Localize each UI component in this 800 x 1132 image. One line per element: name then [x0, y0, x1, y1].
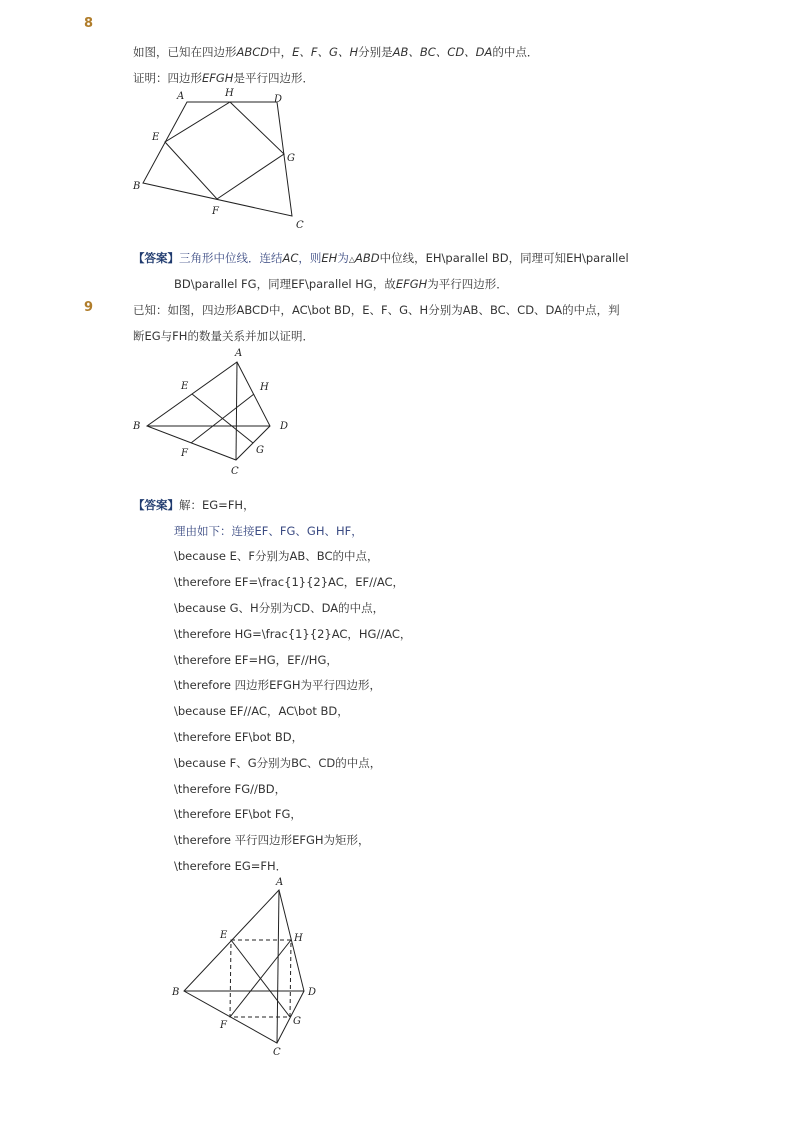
- q9s-label-b: B: [172, 987, 180, 998]
- q9s-quadrilateral-abcd: [184, 890, 304, 1043]
- q8-l2-c: 是平行四边形．: [233, 71, 314, 85]
- q9s-diagonal-ac: [277, 890, 279, 1043]
- q8-l2-b: EFGH: [202, 71, 234, 85]
- q8-l1-c: 中，: [269, 45, 293, 59]
- q9s-label-f: F: [220, 1020, 227, 1031]
- q9-label-h: H: [260, 382, 269, 393]
- q9s-label-c: C: [273, 1047, 281, 1058]
- q9s-label-e: E: [220, 930, 228, 941]
- q8-l2-a: 证明：四边形: [133, 71, 202, 85]
- q8-a1-c: ，则: [298, 251, 322, 265]
- q9-step-3: \because G、H分别为CD、DA的中点，: [174, 601, 385, 615]
- q8-l1-g: 的中点．: [492, 45, 539, 59]
- q9s-label-h: H: [294, 933, 303, 944]
- q9-step-5: \therefore EF=HG，EF//HG，: [174, 653, 338, 667]
- q9-label-f: F: [181, 448, 188, 459]
- q8-a1-f: △: [348, 255, 355, 264]
- q8-l1-d: E、F、G、H: [292, 45, 359, 59]
- q8-l1-f: AB、BC、CD、DA: [392, 45, 493, 59]
- q9-step-2: \therefore EF=\frac{1}{2}AC，EF//AC，: [174, 575, 405, 589]
- q9-label-b: B: [133, 421, 141, 432]
- q9-step-10: \therefore FG//BD，: [174, 782, 287, 796]
- q8-a1-h: 中位线，EH\parallel BD，同理可知EH\parallel: [379, 251, 629, 265]
- q9-step-11: \therefore EF\bot FG，: [174, 807, 302, 821]
- q9s-label-d: D: [308, 987, 317, 998]
- q9-answer-tag: 【答案】: [133, 498, 179, 512]
- q8-a2-a: BD\parallel FG，同理EF\parallel HG，故: [174, 277, 396, 291]
- q8-l1-b: ABCD: [236, 45, 270, 59]
- q9-statement-line1: 已知：如图，四边形ABCD中，AC\bot BD，E、F、G、H分别为AB、BC、CD、DA的中点，判: [133, 303, 620, 317]
- q9-step-9: \because F、G分别为BC、CD的中点，: [174, 756, 382, 770]
- q8-a1-e: 为: [337, 251, 349, 265]
- q8-label-c: C: [296, 220, 304, 231]
- q9s-segment-fh: [230, 940, 291, 1017]
- q8-label-f: F: [212, 206, 219, 217]
- q9-step-1: \because E、F分别为AB、BC的中点，: [174, 549, 379, 563]
- q9-label-e: E: [181, 381, 189, 392]
- q8-l1-e: 分别是: [358, 45, 393, 59]
- q9-step-4: \therefore HG=\frac{1}{2}AC，HG//AC，: [174, 627, 412, 641]
- q8-a2-b: EFGH: [395, 277, 428, 291]
- q8-l1-a: 如图，已知在四边形: [133, 45, 237, 59]
- q9-label-a: A: [235, 348, 243, 359]
- q8-label-h: H: [225, 88, 234, 99]
- q9-step-12: \therefore 平行四边形EFGH为矩形，: [174, 833, 370, 847]
- q8-label-d: D: [274, 94, 283, 105]
- q8-a1-a: 三角形中位线．连结: [179, 251, 283, 265]
- q9-step-8: \therefore EF\bot BD，: [174, 730, 304, 744]
- q9-statement-line2: 断EG与FH的数量关系并加以证明．: [133, 329, 314, 343]
- q8-a1-b: AC: [282, 251, 299, 265]
- q9-answer-first: 解：EG=FH，: [179, 498, 255, 512]
- q8-answer-tag: 【答案】: [133, 251, 179, 265]
- q9s-label-g: G: [293, 1016, 301, 1027]
- q8-label-g: G: [287, 153, 295, 164]
- question-number-9: 9: [84, 300, 94, 315]
- question-number-8: 8: [84, 16, 94, 31]
- q8-a1-d: EH: [321, 251, 338, 265]
- q9-label-d: D: [280, 421, 289, 432]
- q8-a2-c: 为平行四边形．: [427, 277, 508, 291]
- q9-step-13: \therefore EG=FH．: [174, 859, 288, 873]
- q8-label-e: E: [152, 132, 160, 143]
- q9-step-6: \therefore 四边形EFGH为平行四边形，: [174, 678, 382, 692]
- q8-label-b: B: [133, 181, 141, 192]
- q8-a1-g: ABD: [354, 251, 380, 265]
- q8-label-a: A: [177, 91, 185, 102]
- q9-label-c: C: [231, 466, 239, 477]
- q9-step-0: 理由如下：连接EF、FG、GH、HF，: [174, 524, 363, 538]
- q9-step-7: \because EF//AC，AC\bot BD，: [174, 704, 349, 718]
- q9s-label-a: A: [276, 877, 284, 888]
- q9-label-g: G: [256, 445, 264, 456]
